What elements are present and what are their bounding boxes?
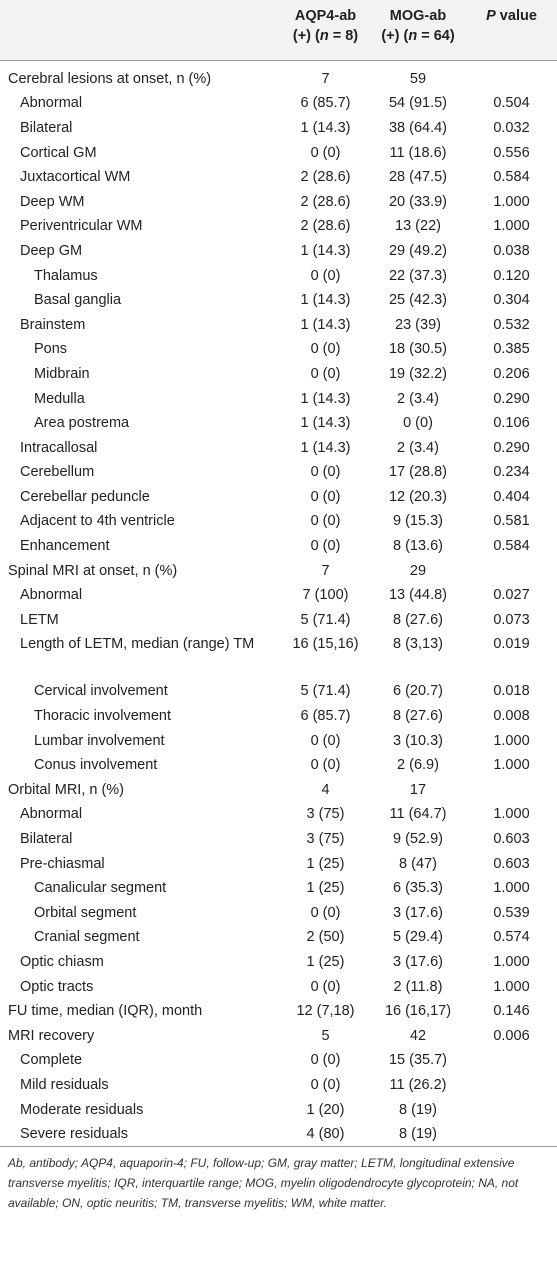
- row-label: LETM: [20, 611, 59, 628]
- aqp4-value: 5 (71.4): [300, 611, 351, 628]
- p-value: 0.234: [493, 464, 530, 481]
- p-value: 0.290: [493, 439, 530, 456]
- mog-value: 25 (42.3): [388, 292, 448, 309]
- mog-value: 59: [409, 70, 427, 87]
- aqp4-value: 7: [321, 70, 330, 87]
- row-label: Length of LETM, median (range) TM: [20, 636, 255, 653]
- aqp4-value: 7: [321, 562, 330, 579]
- mog-value: 8 (27.6): [393, 611, 443, 628]
- mog-value: 16 (16,17): [384, 1003, 452, 1020]
- row-label: Cervical involvement: [34, 683, 168, 700]
- row-label: Cerebral lesions at onset, n (%): [8, 70, 212, 87]
- row-label: Cortical GM: [20, 144, 97, 161]
- row-label: Optic chiasm: [20, 953, 104, 970]
- mog-value: 12 (20.3): [388, 488, 448, 505]
- mog-value: 9 (52.9): [393, 831, 443, 848]
- aqp4-value: 1 (25): [306, 953, 345, 970]
- mog-value: 3 (17.6): [393, 953, 443, 970]
- mog-value: 15 (35.7): [388, 1052, 448, 1069]
- p-value: 0.290: [493, 390, 530, 407]
- table-row: [0, 608, 557, 633]
- aqp4-value: 2 (28.6): [300, 218, 351, 235]
- table-row: [0, 411, 557, 436]
- p-value: 1.000: [493, 978, 530, 995]
- aqp4-value: 1 (14.3): [300, 119, 351, 136]
- aqp4-value: 1 (25): [306, 855, 345, 872]
- p-value: 0.018: [493, 683, 530, 700]
- row-label: Juxtacortical WM: [20, 169, 131, 186]
- aqp4-value: 1 (14.3): [300, 292, 351, 309]
- p-value: [466, 60, 557, 91]
- row-label: Pre-chiasmal: [20, 855, 105, 872]
- p-value: 1.000: [493, 732, 530, 749]
- row-label: FU time, median (IQR), month: [8, 1003, 203, 1020]
- table-row: [0, 509, 557, 534]
- p-value: 0.008: [493, 708, 530, 725]
- aqp4-value: 0 (0): [310, 144, 341, 161]
- mog-value: 0 (0): [403, 415, 433, 432]
- mog-value: 8 (19): [399, 1101, 437, 1118]
- table-row: [0, 950, 557, 975]
- row-label: Orbital segment: [34, 904, 137, 921]
- table-row: [0, 974, 557, 999]
- aqp4-value: 1 (25): [306, 880, 345, 897]
- p-value: 0.146: [493, 1003, 530, 1020]
- p-value: 0.603: [493, 831, 530, 848]
- table-row: [0, 753, 557, 778]
- aqp4-value: 0 (0): [310, 513, 341, 530]
- aqp4-value: 4 (80): [281, 1122, 370, 1147]
- p-value: 1.000: [493, 218, 530, 235]
- p-value: 0.027: [493, 587, 530, 604]
- row-label: Conus involvement: [34, 757, 158, 774]
- aqp4-value: 2 (28.6): [300, 193, 351, 210]
- table-row: [0, 876, 557, 901]
- table-row: [0, 999, 557, 1024]
- p-value: 0.304: [493, 292, 530, 309]
- mog-value: 42: [409, 1027, 427, 1044]
- aqp4-value: 1 (14.3): [300, 242, 351, 259]
- mog-value: 17 (28.8): [388, 464, 448, 481]
- mog-value: 5 (29.4): [393, 929, 443, 946]
- header-label-column: [0, 0, 281, 60]
- p-value: 0.532: [493, 316, 530, 333]
- aqp4-value: 1 (14.3): [300, 415, 351, 432]
- table-footnote: Ab, antibody; AQP4, aquaporin-4; FU, follow-up; GM, gray matter; LETM, longitudinal extensive transverse myelitis; IQR, interquartile range; MOG, myelin oligodendrocyte glycoprotein; NA, not available; ON, optic neuritis; TM, transverse myelitis; WM, white matter.: [8, 1156, 519, 1211]
- table-row: [0, 632, 557, 679]
- row-label: Brainstem: [20, 316, 86, 333]
- mog-value: 13 (22): [395, 218, 441, 235]
- p-value: 0.504: [493, 95, 530, 112]
- aqp4-value: 2 (50): [306, 929, 345, 946]
- table-row: [0, 1097, 557, 1122]
- mog-value: 6 (20.7): [393, 683, 443, 700]
- aqp4-value: 16 (15,16): [292, 636, 359, 653]
- table-row: [0, 901, 557, 926]
- mog-value: 2 (6.9): [397, 757, 439, 774]
- row-label: Abnormal: [20, 95, 83, 112]
- table-row: [0, 704, 557, 729]
- table-row: [0, 485, 557, 510]
- row-label: Area postrema: [34, 415, 130, 432]
- p-value: [466, 1122, 557, 1147]
- header-p-value-column: P value: [466, 0, 557, 60]
- row-label: Pons: [34, 341, 68, 358]
- row-label: Thoracic involvement: [34, 708, 171, 725]
- mog-value: 11 (26.2): [389, 1076, 447, 1093]
- aqp4-value: 0 (0): [310, 341, 341, 358]
- p-value: [466, 1097, 557, 1122]
- row-label: Thalamus: [34, 267, 98, 284]
- mog-value: 6 (35.3): [393, 880, 443, 897]
- mog-value: 2 (3.4): [397, 390, 439, 407]
- table-row: [0, 116, 557, 141]
- aqp4-value: 0 (0): [310, 1076, 341, 1093]
- p-value: 0.106: [493, 415, 530, 432]
- mog-value: 38 (64.4): [388, 119, 448, 136]
- p-value: 0.603: [493, 855, 530, 872]
- row-label: MRI recovery: [8, 1027, 95, 1044]
- mog-value: 9 (15.3): [393, 513, 443, 530]
- header-row: [0, 0, 557, 60]
- mog-value: 17: [409, 781, 427, 798]
- p-value: 0.038: [493, 242, 530, 259]
- table-row: [0, 239, 557, 264]
- mog-value: 29: [409, 562, 427, 579]
- p-value: 0.539: [493, 904, 530, 921]
- table-row: [0, 362, 557, 387]
- table-row: [0, 337, 557, 362]
- table-row: [0, 140, 557, 165]
- mog-value: 8 (27.6): [393, 708, 443, 725]
- mog-value: 13 (44.8): [388, 587, 448, 604]
- table-row: [0, 189, 557, 214]
- row-label: Midbrain: [34, 365, 90, 382]
- p-value: 0.385: [493, 341, 530, 358]
- row-label: Medulla: [34, 390, 85, 407]
- aqp4-value: 6 (85.7): [300, 95, 351, 112]
- p-value: 1.000: [493, 757, 530, 774]
- table-row: [0, 728, 557, 753]
- aqp4-value: 0 (0): [310, 757, 341, 774]
- table-row: [0, 1048, 557, 1073]
- table-row: [0, 583, 557, 608]
- p-value: 0.584: [493, 538, 530, 555]
- mog-value: 19 (32.2): [388, 365, 448, 382]
- row-label: Adjacent to 4th ventricle: [20, 513, 175, 530]
- mog-value: 3 (10.3): [393, 732, 443, 749]
- row-label: Severe residuals: [0, 1122, 281, 1147]
- table-row: [0, 214, 557, 239]
- table-row: [0, 1122, 557, 1147]
- aqp4-value: 4: [321, 781, 330, 798]
- aqp4-value: 0 (0): [310, 1052, 341, 1069]
- row-label: Abnormal: [20, 806, 83, 823]
- row-label: Mild residuals: [20, 1076, 109, 1093]
- p-value: 1.000: [493, 193, 530, 210]
- aqp4-value: 1 (20): [306, 1101, 345, 1118]
- mog-value: 2 (11.8): [393, 978, 443, 995]
- table-row: [0, 534, 557, 559]
- p-value: 0.556: [493, 144, 530, 161]
- p-value: 1.000: [493, 953, 530, 970]
- p-value: [466, 558, 557, 583]
- row-label: Cranial segment: [34, 929, 140, 946]
- p-value: 1.000: [493, 880, 530, 897]
- row-label: Complete: [20, 1052, 83, 1069]
- table-row: [0, 827, 557, 852]
- row-label: Deep WM: [20, 193, 85, 210]
- row-label: Canalicular segment: [34, 880, 167, 897]
- aqp4-value: 1 (14.3): [300, 316, 351, 333]
- p-value: 1.000: [493, 806, 530, 823]
- aqp4-value: 0 (0): [310, 538, 341, 555]
- aqp4-value: 7 (100): [302, 587, 349, 604]
- table-row: [0, 925, 557, 950]
- row-label: Bilateral: [20, 831, 73, 848]
- p-value: 0.006: [493, 1027, 530, 1044]
- row-label: Orbital MRI, n (%): [8, 781, 125, 798]
- mog-value: 11 (18.6): [389, 144, 447, 161]
- header-mog-column: MOG-ab (+) (n = 64): [370, 0, 466, 60]
- mog-value: 8 (3,13): [393, 636, 443, 653]
- table-row: [0, 91, 557, 116]
- table-row: [0, 386, 557, 411]
- table-row: [0, 288, 557, 313]
- row-label: Deep GM: [20, 242, 83, 259]
- aqp4-value: 0 (0): [310, 365, 341, 382]
- table-row: [0, 165, 557, 190]
- mog-value: 3 (17.6): [393, 904, 443, 921]
- table-row: [0, 802, 557, 827]
- mog-value: 22 (37.3): [388, 267, 448, 284]
- table-row: [0, 60, 557, 91]
- table-row: [0, 778, 557, 803]
- table-row: [0, 679, 557, 704]
- table-row: [0, 312, 557, 337]
- header-aqp4-column: AQP4-ab (+) (n = 8): [281, 0, 370, 60]
- aqp4-value: 5: [321, 1027, 330, 1044]
- aqp4-value: 0 (0): [310, 488, 341, 505]
- row-label: Moderate residuals: [20, 1101, 144, 1118]
- aqp4-value: 6 (85.7): [300, 708, 351, 725]
- aqp4-value: 0 (0): [310, 732, 341, 749]
- p-value: 0.404: [493, 488, 530, 505]
- mog-value: 2 (3.4): [397, 439, 439, 456]
- table-row: [0, 1073, 557, 1098]
- p-value: 0.073: [493, 611, 530, 628]
- p-value: 0.581: [493, 513, 530, 530]
- row-label: Abnormal: [20, 587, 83, 604]
- p-value: 0.032: [493, 119, 530, 136]
- p-value: 0.120: [493, 267, 530, 284]
- p-value: 0.019: [493, 636, 530, 653]
- aqp4-value: 0 (0): [310, 978, 341, 995]
- table-row: [0, 851, 557, 876]
- row-label: Cerebellum: [20, 464, 95, 481]
- row-label: Spinal MRI at onset, n (%): [8, 562, 178, 579]
- row-label: Basal ganglia: [34, 292, 122, 309]
- p-value: [466, 1073, 557, 1098]
- mog-value: 8 (19): [370, 1122, 466, 1147]
- mog-value: 8 (13.6): [393, 538, 443, 555]
- aqp4-value: 0 (0): [310, 904, 341, 921]
- mog-value: 18 (30.5): [388, 341, 448, 358]
- aqp4-value: 1 (14.3): [300, 390, 351, 407]
- p-value: [466, 778, 557, 803]
- table-row: [0, 460, 557, 485]
- aqp4-value: 5 (71.4): [300, 683, 351, 700]
- aqp4-value: 2 (28.6): [300, 169, 351, 186]
- table-row: [0, 1023, 557, 1048]
- aqp4-value: 1 (14.3): [300, 439, 351, 456]
- mog-value: 28 (47.5): [388, 169, 448, 186]
- aqp4-value: 0 (0): [310, 267, 341, 284]
- mog-value: 29 (49.2): [388, 242, 448, 259]
- table-body: [0, 60, 557, 1147]
- aqp4-value: 0 (0): [310, 464, 341, 481]
- mog-value: 11 (64.7): [389, 806, 447, 823]
- table-row: [0, 435, 557, 460]
- p-value: 0.574: [493, 929, 530, 946]
- aqp4-value: 3 (75): [306, 831, 345, 848]
- row-label: Optic tracts: [20, 978, 94, 995]
- mog-value: 20 (33.9): [388, 193, 448, 210]
- p-value: 0.206: [493, 365, 530, 382]
- table-row: [0, 558, 557, 583]
- table-row: [0, 263, 557, 288]
- aqp4-value: 12 (7,18): [296, 1003, 355, 1020]
- p-value: 0.584: [493, 169, 530, 186]
- mog-value: 23 (39): [395, 316, 441, 333]
- row-label: Cerebellar peduncle: [20, 488, 150, 505]
- mog-value: 54 (91.5): [388, 95, 448, 112]
- row-label: Enhancement: [20, 538, 110, 555]
- row-label: Bilateral: [20, 119, 73, 136]
- row-label: Lumbar involvement: [34, 732, 165, 749]
- row-label: Periventricular WM: [20, 218, 143, 235]
- p-value: [466, 1048, 557, 1073]
- aqp4-value: 3 (75): [306, 806, 345, 823]
- mog-value: 8 (47): [399, 855, 437, 872]
- row-label: Intracallosal: [20, 439, 98, 456]
